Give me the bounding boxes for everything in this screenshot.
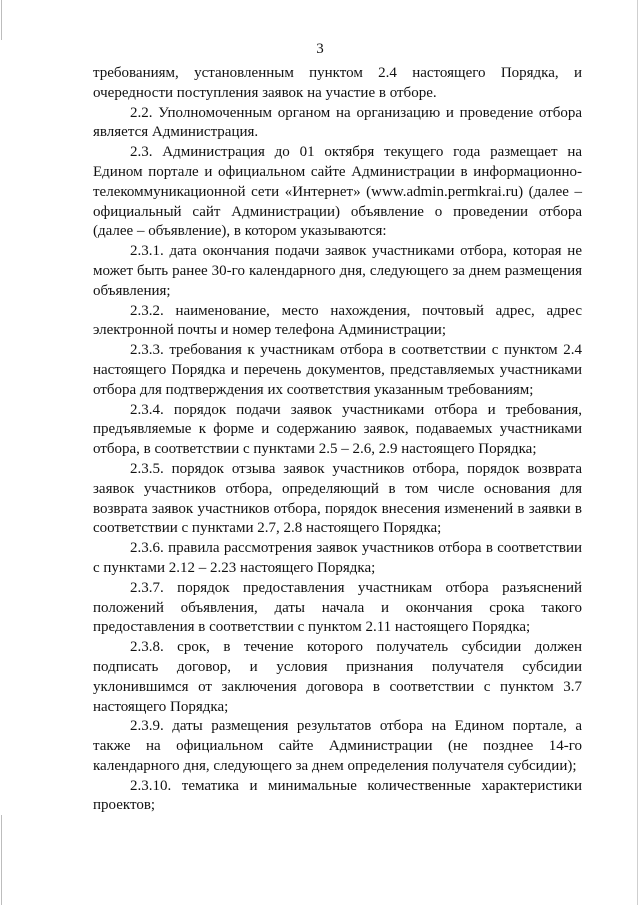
paragraph-2-3-2: 2.3.2. наименование, место нахождения, почтовый адрес, адрес электронной почты и номер телефона Администрации; xyxy=(93,302,582,339)
paragraph-2-3-4: 2.3.4. порядок подачи заявок участниками отбора и требования, предъявляемые к форме и содержанию заявок, подаваемых участниками отбора, в соответствии с пунктами 2.5 – 2.6, 2.9 настоящего Порядка; xyxy=(93,401,582,458)
page-number: 3 xyxy=(316,41,324,57)
paragraph-2-3-9: 2.3.9. даты размещения результатов отбора на Едином портале, а также на официальном сайте Администрации (не позднее 14-го календарного дня, следующего за днем определения получателя субсидии); xyxy=(93,718,582,774)
paragraph-2-3-7: 2.3.7. порядок предоставления участникам отбора разъяснений положений объявления, даты начала и окончания срока такого предоставления в соответствии с пунктом 2.11 настоящего Порядка; xyxy=(93,579,582,636)
paragraph-2-3-1: 2.3.1. дата окончания подачи заявок участниками отбора, которая не может быть ранее 30-го календарного дня, следующего за днем размещения объявления; xyxy=(93,243,582,299)
scan-edge-mark-bottom xyxy=(1,815,2,905)
document-body xyxy=(93,64,582,816)
paragraph-2-3-10: 2.3.10. тематика и минимальные количественные характеристики проектов; xyxy=(93,777,582,814)
paragraph-2-3-8: 2.3.8. срок, в течение которого получатель субсидии должен подписать договор, и условия признания получателя субсидии уклонившимся от заключения договора в соответствии с пунктом 3.7 настоящего Порядка; xyxy=(93,639,582,715)
paragraph-2-3-3: 2.3.3. требования к участникам отбора в соответствии с пунктом 2.4 настоящего Порядка и перечень документов, представляемых участниками отбора для подтверждения их соответствия указанным требованиям; xyxy=(93,342,582,398)
paragraph-2-3-6: 2.3.6. правила рассмотрения заявок участников отбора в соответствии с пунктами 2.12 – 2.23 настоящего Порядка; xyxy=(93,540,582,576)
paragraph-2-3-5: 2.3.5. порядок отзыва заявок участников отбора, порядок возврата заявок участников отбора, определяющий в том числе основания для возврата заявок участников отбора, порядок внесения изменений в заявки в соответствии с пунктами 2.7, 2.8 настоящего Порядка; xyxy=(93,460,582,537)
paragraph-2-2: 2.2. Уполномоченным органом на организацию и проведение отбора является Администрация. xyxy=(93,104,582,141)
scan-edge-mark-top xyxy=(1,0,2,40)
paragraph-continuation: требованиям, установленным пунктом 2.4 настоящего Порядка, и очередности поступления заявок на участие в отборе. xyxy=(93,65,582,101)
paragraph-2-3: 2.3. Администрация до 01 октября текущего года размещает на Едином портале и официальном сайте Администрации в информационно-телекоммуникационной сети «Интернет» (www.admin.permkrai.ru) (далее – официальный сайт Администрации) объявление о проведении отбора (далее – объявление), в котором указываются: xyxy=(93,144,582,240)
scan-edge-mark-right xyxy=(637,0,638,905)
